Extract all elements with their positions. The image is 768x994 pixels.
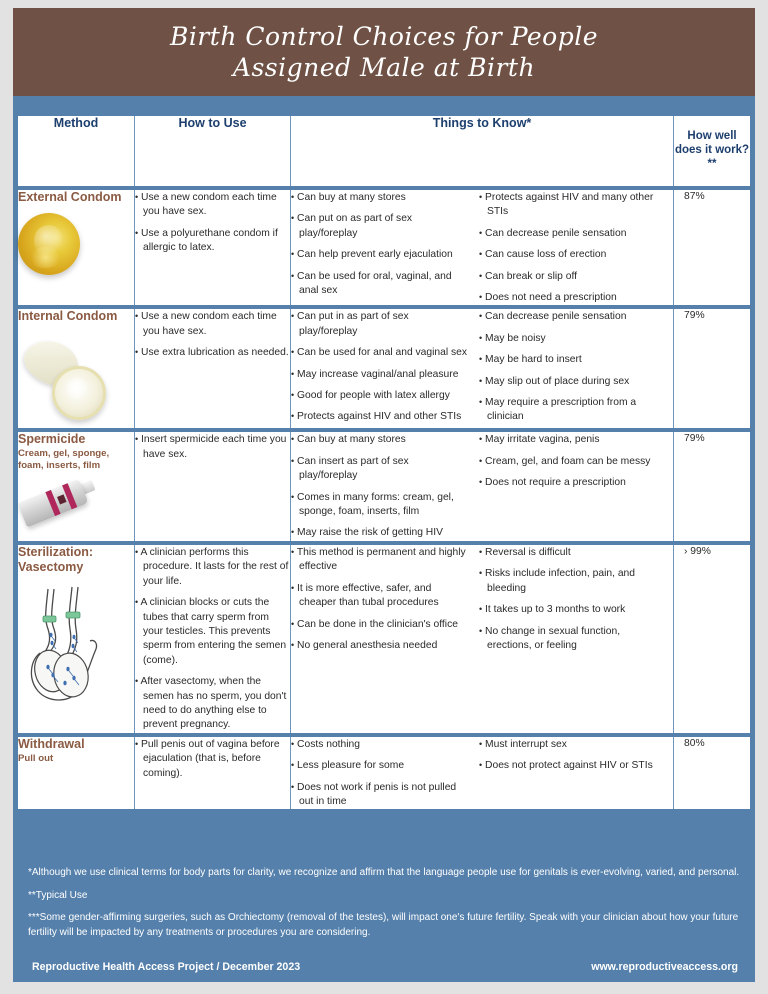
how-to-use-cell xyxy=(135,432,291,540)
bullet-dot-icon: • xyxy=(291,546,295,557)
things-to-know-column-b xyxy=(479,545,664,653)
how-to-use-cell xyxy=(135,737,291,810)
bullet-text: Risks include infection, pain, and bleeding xyxy=(485,568,635,594)
bullet xyxy=(291,617,469,632)
bullet xyxy=(291,545,469,575)
bullet xyxy=(479,545,664,560)
methods-table-wrapper xyxy=(18,112,750,813)
bullet-dot-icon: • xyxy=(291,368,295,379)
things-to-know-column-b xyxy=(479,190,664,305)
method-subtitle: Pull out xyxy=(18,752,54,764)
bullet xyxy=(291,269,469,299)
table-row xyxy=(18,309,750,428)
column-header-method: Method xyxy=(18,116,135,186)
bullet-dot-icon: • xyxy=(479,192,483,202)
bullet-text: Must interrupt sex xyxy=(485,738,567,750)
bullet-dot-icon: • xyxy=(291,781,295,792)
method-cell-withdrawal xyxy=(18,737,135,810)
bullet-dot-icon: • xyxy=(479,270,483,281)
how-to-use-cell xyxy=(135,190,291,305)
bullet xyxy=(479,395,664,425)
method-subtitle: Cream, gel, sponge, foam, inserts, film xyxy=(18,448,110,472)
bullet-dot-icon: • xyxy=(291,213,295,224)
bullet xyxy=(479,226,664,241)
bullet-text: A clinician performs this procedure. It lasts for the rest of your life. xyxy=(140,546,289,587)
bullet-dot-icon: • xyxy=(479,434,483,445)
method-name: Internal Condom xyxy=(18,309,118,324)
table-row xyxy=(18,545,750,733)
bullet-text: It takes up to 3 months to work xyxy=(485,604,626,616)
bullet-dot-icon: • xyxy=(135,546,139,557)
efficacy-cell xyxy=(674,432,750,540)
bullet xyxy=(291,780,469,810)
efficacy-cell xyxy=(674,545,750,733)
bullet xyxy=(479,602,664,617)
bullet-dot-icon: • xyxy=(135,738,139,749)
bullet xyxy=(291,737,469,752)
bullet-dot-icon: • xyxy=(291,618,295,629)
bullet-text: Less pleasure for some xyxy=(297,760,405,772)
bullet-text: Use a polyurethane condom if allergic to latex. xyxy=(141,227,278,254)
things-to-know-column-b xyxy=(479,737,664,810)
bullet-dot-icon: • xyxy=(479,546,483,557)
bullet-dot-icon: • xyxy=(291,411,295,422)
bullet-dot-icon: • xyxy=(291,639,295,650)
bullet xyxy=(291,525,469,540)
external-condom-icon xyxy=(18,213,80,275)
bullet-text: Does not require a prescription xyxy=(485,477,626,489)
bullet-text: Use a new condom each time you have sex. xyxy=(141,311,277,337)
bullet-dot-icon: • xyxy=(479,292,483,303)
bullet-text: Insert spermicide each time you have sex. xyxy=(141,434,287,460)
efficacy-value: 79% xyxy=(684,310,705,322)
bullet-dot-icon: • xyxy=(135,227,139,238)
table-row xyxy=(18,190,750,305)
footnote-typical-use: **Typical Use xyxy=(28,889,88,901)
bullet-dot-icon: • xyxy=(479,375,483,386)
bullet-text: Use extra lubrication as needed. xyxy=(141,347,289,359)
bullet-text: This method is permanent and highly effective xyxy=(296,546,466,573)
bullet-dot-icon: • xyxy=(291,582,295,593)
bullet-dot-icon: • xyxy=(291,760,295,771)
bullet-dot-icon: • xyxy=(479,332,483,343)
bullet xyxy=(479,352,664,367)
things-to-know-column-b xyxy=(479,432,664,540)
bullet xyxy=(135,737,290,781)
bullet-text: May be hard to insert xyxy=(485,354,582,366)
bullet-dot-icon: • xyxy=(479,625,483,636)
method-illustration xyxy=(18,480,134,534)
bullet-text: Good for people with latex allergy xyxy=(297,390,450,402)
footnotes xyxy=(28,866,744,940)
bullet-text: Can buy at many stores xyxy=(297,192,406,203)
bullet-dot-icon: • xyxy=(479,397,483,408)
bullet-dot-icon: • xyxy=(135,347,139,358)
bullet xyxy=(291,454,469,484)
bullet xyxy=(479,758,664,773)
bullet-text: No general anesthesia needed xyxy=(297,639,438,651)
bullet-text: May require a prescription from a clinician xyxy=(485,397,637,423)
bullet xyxy=(291,638,469,653)
bullet xyxy=(479,432,664,447)
bullet-text: Use a new condom each time you have sex. xyxy=(141,192,277,218)
bullet-text: Pull penis out of vagina before ejaculation (that is, before coming). xyxy=(141,738,280,779)
bullet-dot-icon: • xyxy=(479,477,483,488)
column-header-how-to-use: How to Use xyxy=(135,116,291,186)
bullet xyxy=(291,247,469,262)
things-to-know-column-a xyxy=(291,545,479,653)
efficacy-value: 87% xyxy=(684,191,705,202)
things-to-know-cell xyxy=(291,737,674,810)
method-cell-spermicide xyxy=(18,432,135,540)
bullet xyxy=(479,247,664,262)
bullet xyxy=(135,226,290,256)
bullet xyxy=(291,490,469,520)
bullet-dot-icon: • xyxy=(479,311,483,322)
bullet-dot-icon: • xyxy=(479,760,483,771)
bullet-text: After vasectomy, when the semen has no sperm, you don't need to do anything else to prevent pregnancy. xyxy=(140,676,287,731)
bullet-dot-icon: • xyxy=(479,455,483,466)
bullet-text: Protects against HIV and other STIs xyxy=(297,411,462,423)
bullet xyxy=(479,475,664,490)
method-cell-internal-condom xyxy=(18,309,135,428)
method-name: External Condom xyxy=(18,190,122,204)
bullet-text: May be noisy xyxy=(485,332,546,344)
internal-condom-icon xyxy=(18,332,104,424)
bullet-text: May increase vaginal/anal pleasure xyxy=(297,368,459,380)
footer-bar xyxy=(13,951,755,982)
bullet xyxy=(135,595,290,668)
bullet-text: Comes in many forms: cream, gel, sponge, foam, inserts, film xyxy=(297,491,454,518)
bullet xyxy=(479,269,664,284)
bullet-text: A clinician blocks or cuts the tubes that carry sperm from your testicles. This prevents sperm from entering the semen (come). xyxy=(140,597,287,666)
bullet xyxy=(135,309,290,339)
things-to-know-cell xyxy=(291,432,674,540)
vasectomy-diagram-icon xyxy=(18,583,110,705)
bullet-text: Can put on as part of sex play/foreplay xyxy=(297,213,413,239)
bullet-text: Can decrease penile sensation xyxy=(485,227,627,239)
bullet-text: Can decrease penile sensation xyxy=(485,311,627,323)
bullet-text: Can break or slip off xyxy=(485,270,577,282)
column-header-things-to-know: Things to Know* xyxy=(291,116,674,186)
bullet-text: Can be used for oral, vaginal, and anal sex xyxy=(297,270,452,297)
bullet xyxy=(291,211,469,241)
bullet xyxy=(291,388,469,403)
bullet xyxy=(479,290,664,305)
bullet-text: Does not need a prescription xyxy=(485,292,617,304)
bullet-text: Reversal is difficult xyxy=(485,546,571,558)
footer-website[interactable]: www.reproductiveaccess.org xyxy=(591,960,738,973)
bullet xyxy=(291,432,469,447)
bullet-dot-icon: • xyxy=(291,249,295,260)
efficacy-cell xyxy=(674,309,750,428)
bullet xyxy=(135,345,290,360)
bullet-dot-icon: • xyxy=(291,192,295,202)
bullet-text: Does not protect against HIV or STIs xyxy=(485,760,653,772)
bullet-text: Does not work if penis is not pulled out in time xyxy=(297,781,457,807)
bullet-dot-icon: • xyxy=(291,491,295,502)
bullet-text: No change in sexual function, erections, or feeling xyxy=(485,625,621,651)
bullet xyxy=(479,454,664,469)
bullet-text: Can insert as part of sex play/foreplay xyxy=(297,455,409,482)
method-cell-external-condom xyxy=(18,190,135,305)
bullet-text: May raise the risk of getting HIV xyxy=(297,527,443,539)
bullet xyxy=(479,331,664,346)
method-name: Spermicide xyxy=(18,432,86,447)
bullet-text: Can put in as part of sex play/foreplay xyxy=(297,311,409,337)
bullet xyxy=(479,374,664,389)
column-header-how-well: How well does it work?** xyxy=(674,116,750,186)
how-to-use-cell xyxy=(135,545,291,733)
efficacy-value: 80% xyxy=(684,737,705,749)
bullet xyxy=(135,432,290,462)
bullet xyxy=(291,581,469,611)
bullet-dot-icon: • xyxy=(291,311,295,322)
things-to-know-column-a xyxy=(291,432,479,540)
bullet-text: Can help prevent early ejaculation xyxy=(297,249,453,261)
bullet xyxy=(135,190,290,220)
title-banner xyxy=(13,8,755,96)
bullet-dot-icon: • xyxy=(135,311,139,322)
bullet-dot-icon: • xyxy=(479,604,483,615)
footnote-gender-affirming: ***Some gender-affirming surgeries, such as Orchiectomy (removal of the testes), will impact one's future fertility. Speak with your clinician about how your future fertility will be impacted by any treatments or procedures you are considering. xyxy=(28,912,739,938)
page-title-line-1: Birth Control Choices for People xyxy=(169,22,599,51)
bullet xyxy=(291,758,469,773)
bullet-text: Can cause loss of erection xyxy=(485,249,607,261)
method-name: Sterilization: Vasectomy xyxy=(18,544,94,574)
things-to-know-cell xyxy=(291,545,674,733)
bullet-dot-icon: • xyxy=(291,434,295,445)
bullet-dot-icon: • xyxy=(291,738,295,749)
bullet xyxy=(291,367,469,382)
table-row xyxy=(18,737,750,810)
bullet-dot-icon: • xyxy=(479,227,483,238)
bullet xyxy=(479,737,664,752)
bullet xyxy=(135,674,290,733)
efficacy-value: 79% xyxy=(684,433,705,445)
things-to-know-column-a xyxy=(291,737,479,810)
bullet-dot-icon: • xyxy=(479,354,483,365)
spermicide-tube-icon xyxy=(18,480,104,534)
things-to-know-column-b xyxy=(479,309,664,424)
bullet-dot-icon: • xyxy=(135,434,139,445)
bullet xyxy=(291,409,469,424)
bullet-text: Cream, gel, and foam can be messy xyxy=(485,455,651,467)
method-illustration xyxy=(18,583,134,710)
things-to-know-cell xyxy=(291,190,674,305)
bullet-dot-icon: • xyxy=(291,455,295,466)
bullet-text: Can buy at many stores xyxy=(297,434,406,446)
method-name: Withdrawal xyxy=(18,736,85,751)
bullet-dot-icon: • xyxy=(479,738,483,749)
bullet-dot-icon: • xyxy=(291,347,295,358)
bullet-text: Can be used for anal and vaginal sex xyxy=(297,347,468,359)
bullet-dot-icon: • xyxy=(479,568,483,579)
method-illustration xyxy=(18,213,134,275)
bullet xyxy=(479,624,664,654)
page-title-line-2: Assigned Male at Birth xyxy=(232,53,536,82)
things-to-know-column-a xyxy=(291,190,479,305)
methods-table xyxy=(18,112,750,813)
bullet-text: May irritate vagina, penis xyxy=(485,434,600,446)
footer-organization: Reproductive Health Access Project / December 2023 xyxy=(32,960,301,973)
efficacy-cell xyxy=(674,737,750,810)
bullet-dot-icon: • xyxy=(135,597,139,608)
bullet-text: Costs nothing xyxy=(297,738,360,750)
efficacy-value: › 99% xyxy=(684,545,711,557)
bullet xyxy=(291,190,469,205)
bullet-dot-icon: • xyxy=(291,270,295,281)
bullet-text: Can be done in the clinician's office xyxy=(297,618,458,630)
bullet-text: Protects against HIV and many other STIs xyxy=(485,192,654,218)
bullet xyxy=(479,566,664,596)
bullet-text: May slip out of place during sex xyxy=(485,375,630,387)
table-row xyxy=(18,432,750,540)
bullet-dot-icon: • xyxy=(479,249,483,260)
method-illustration xyxy=(18,332,134,424)
bullet-dot-icon: • xyxy=(291,527,295,538)
footnote-clinical-terms: *Although we use clinical terms for body parts for clarity, we recognize and affirm that the language people use for genitals is ever-evolving, varied, and personal. xyxy=(28,867,740,878)
how-to-use-cell xyxy=(135,309,291,428)
bullet xyxy=(291,345,469,360)
bullet xyxy=(479,309,664,324)
bullet-text: It is more effective, safer, and cheaper than tubal procedures xyxy=(297,582,439,609)
table-header-row xyxy=(18,116,750,186)
bullet xyxy=(479,190,664,220)
bullet-dot-icon: • xyxy=(291,390,295,401)
things-to-know-cell xyxy=(291,309,674,428)
method-cell-vasectomy xyxy=(18,545,135,733)
bullet-dot-icon: • xyxy=(135,192,139,202)
bullet xyxy=(135,545,290,589)
bullet-dot-icon: • xyxy=(135,676,139,687)
things-to-know-column-a xyxy=(291,309,479,424)
bullet xyxy=(291,309,469,339)
efficacy-cell xyxy=(674,190,750,305)
